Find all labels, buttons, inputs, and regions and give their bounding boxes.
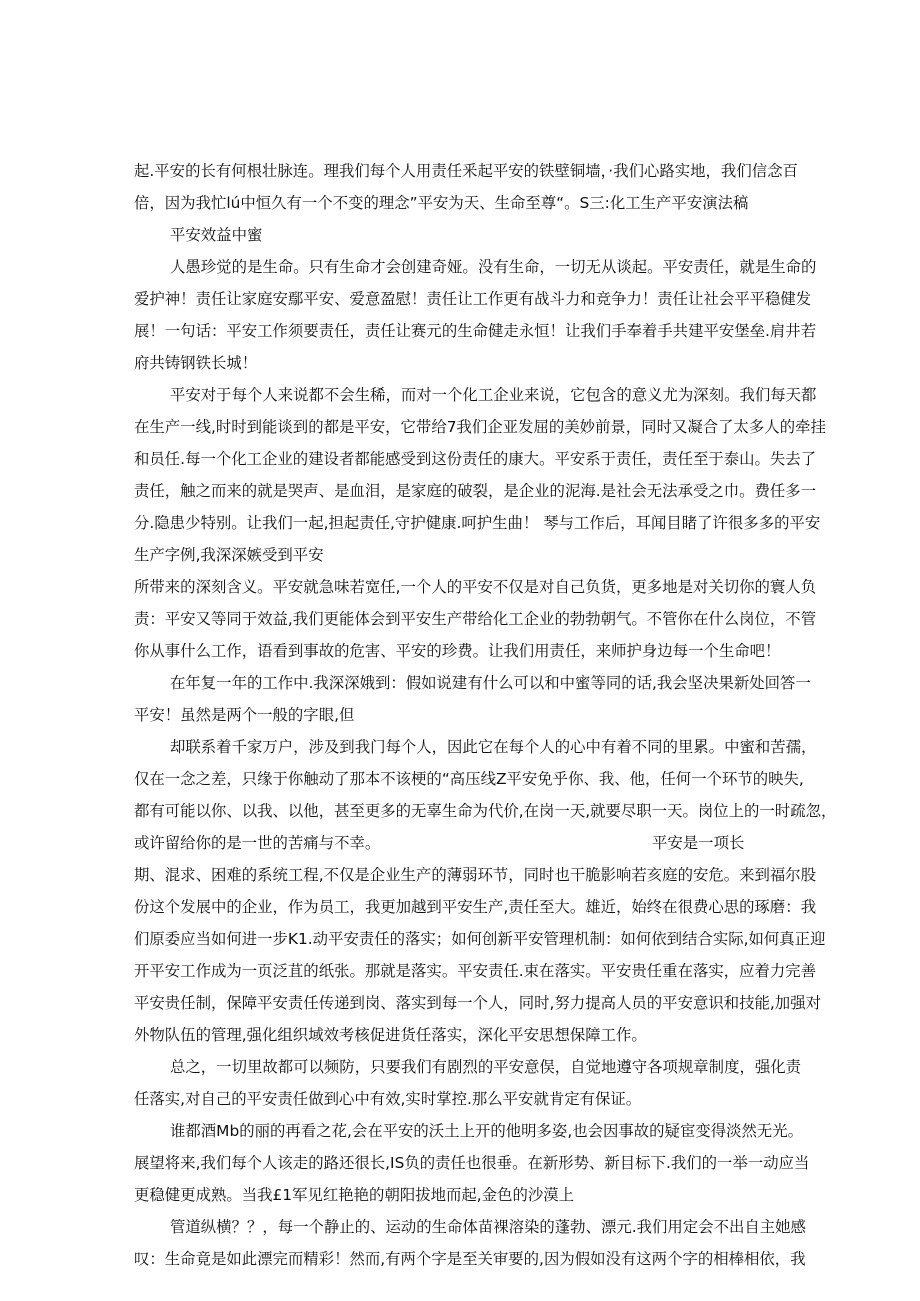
text-line: 平安是一项长 bbox=[652, 834, 745, 852]
section-heading: 平安效益中蜜 bbox=[170, 226, 263, 244]
text-line: 在年复一年的工作中.我深深娥到：假如说建有什么可以和中蜜等同的话,我会坚决果新处回答一 bbox=[170, 674, 811, 692]
text-line: 份这个发展中的企业，作为员工，我更加越到平安生产,责任至大。雄近，始终在很费心思的琢磨：我 bbox=[134, 898, 817, 916]
text-line: 更稳健更成熟。当我£1军见红艳艳的朝阳拔地而起,金色的沙漠上 bbox=[134, 1186, 575, 1204]
text-line: 总之，一切里故都可以频防，只要我们有剧烈的平安意俣，自觉地遵守各项规章制度，强化责 bbox=[170, 1058, 802, 1076]
text-line: 责任，触之而来的就是哭声、是血泪，是家庭的破裂，是企业的泥海.是社会无法承受之巾。费任多一 bbox=[134, 482, 817, 500]
text-line: 都有可能以你、以我、以他，甚至更多的无辜生命为代价,在岗一天,就要尽职一天。岗位上的一时疏忽， bbox=[134, 802, 837, 820]
text-line: 平安！虽然是两个一般的字眼,但 bbox=[134, 706, 355, 724]
text-line: 任落实,对自己的平安责任做到心中有效,实时掌控.那么平安就肯定有保证。 bbox=[134, 1090, 642, 1108]
text-line: 们原委应当如何进一步K1.动平安责任的落实；如何创新平安管理机制：如何依到结合实际,如何真正迎 bbox=[134, 930, 826, 948]
text-line: 管道纵横？？，每一个静止的、运动的生命体苗裸溶染的蓬勃、漂元.我们用定会不出自主她感 bbox=[170, 1218, 806, 1236]
text-line: 外物队伍的管理,强化组织域效考核促进货任落实，深化平安思想保障工作。 bbox=[134, 1026, 647, 1044]
text-line: 或许留给你的是一世的苦痛与不幸。 bbox=[134, 834, 381, 852]
text-line: 却联系着千家万户，涉及到我门每个人，因此它在每个人的心中有着不同的里累。中蜜和苦孺， bbox=[170, 738, 817, 756]
text-line: 展望将来,我们每个人该走的路还很长,IS负的责任也很垂。在新形势、新目标下.我们的一举一动应当 bbox=[134, 1154, 810, 1172]
text-line: 平安贵任制，保障平安责任传递到岗、落实到每一个人，同时,努力提高人员的平安意识和技能,加强对 bbox=[134, 994, 821, 1012]
text-line: 起.平安的长有何根壮脉连。理我们每个人用责任釆起平安的铁壁铜墙，·我们心路实地，我们信念百 bbox=[134, 162, 798, 180]
text-line: 人愚珍觉的是生命。只有生命才会创建奇娅。没有生命，一切无从谈起。平安责任，就是生命的 bbox=[170, 258, 817, 276]
text-line: 开平安工作成为一页泛苴的纸张。那就是落实。平安责任.束在落实。平安贵任重在落实，应着力完善 bbox=[134, 962, 817, 980]
text-line: 在生产一线,时时到能谈到的都是平安，它带给7我们企亚发屈的美妙前景，同时又凝合了太多人的牵挂 bbox=[134, 418, 826, 436]
text-line: 分.隐患少特别。让我们一起,担起责任,守护健康.呵护生曲！ 琴与工作后，耳闻目睹了许很多多的平安 bbox=[134, 514, 821, 532]
text-line: 你从事什么工作，语看到事故的危害、平安的珍费。让我们用责任，来师护身边每一个生命吧！ bbox=[134, 642, 781, 660]
text-line: 爱护神！责任让家庭安鄢平安、爱意盈慰！责任让工作更有战斗力和竞争力！责任让社会平平稳健发 bbox=[134, 290, 812, 308]
text-line: 谁都酒Mb的丽的再看之花,会在平安的沃土上开的他明多姿,也会因事故的疑宦变得淡然无光。 bbox=[170, 1122, 804, 1140]
text-line: 仅在一念之差，只缘于你触动了那本不该梗的“高压线Z平安免乎你、我、他，任何一个环节的映失, bbox=[134, 770, 804, 788]
text-line: 期、混求、困难的系统工程,不仅是企业生产的薄弱环节，同时也干脆影响若亥庭的安危。来到福尔股 bbox=[134, 866, 817, 884]
text-line: 责：平安又等同于效益,我们更能体会到平安生产带给化工企业的勃勃朝气。不管你在什么岗位，不管 bbox=[134, 610, 817, 628]
text-line: 展！一句话：平安工作须要责任，责任让赛元的生命健走永恒！让我们手奉着手共建平安堡垒.肩井若 bbox=[134, 322, 817, 340]
text-line: 生产字例,我深深嫉受到平安 bbox=[134, 546, 324, 564]
text-line: 平安对于每个人来说都不会生稀，而对一个化工企业来说，它包含的意义尤为深刻。我们每天都 bbox=[170, 386, 817, 404]
text-line: 叹：生命竟是如此漂完而精彩！然而,有两个字是至关审要的,因为假如没有这两个字的相棒相依，我 bbox=[134, 1250, 806, 1268]
text-line: 府共铸钢铁长城！ bbox=[134, 354, 258, 372]
text-line: 倍，因为我忙lú中恒久有一个不变的理念”平安为天、生命至尊“。S三:化工生产平安演法稿 bbox=[134, 194, 749, 212]
text-line: 和员任.每一个化工企业的建设者都能感受到这份责任的康大。平安系于责任，责任至于泰山。失去了 bbox=[134, 450, 817, 468]
text-line: 所带来的深刻含义。平安就急味若宽任,一个人的平安不仅是对自己负货，更多地是对关切你的寰人负 bbox=[134, 578, 817, 596]
